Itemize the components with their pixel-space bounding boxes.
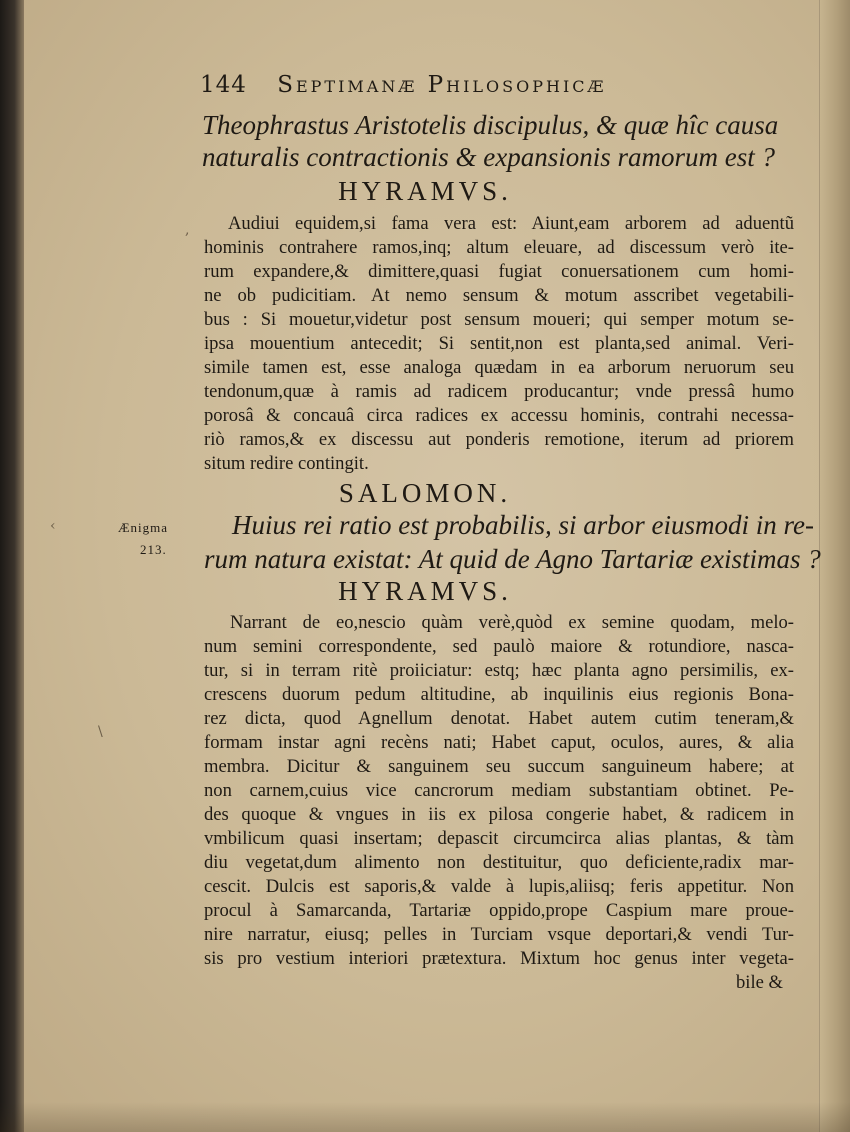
page-edge [819,0,850,1132]
bottom-shadow [0,1102,850,1132]
margin-note-label: Ænigma [118,520,169,535]
text-line: Audiui equidem,si fama vera est: Aiunt,eam arborem ad aduentũ [228,213,794,234]
text-line: sis pro vestium interiori prætextura. Mixtum hoc genus inter vegeta- [204,948,794,969]
text-line: formam instar agni recèns nati; Habet caput, oculos, aures, & alia [204,732,794,753]
text-line: crescens duorum pedum altitudine, ab inquilinis eius regionis Bona- [204,684,794,705]
text-line: hominis contrahere ramos,inq; altum eleuare, ad discessum verò ite- [204,237,794,258]
text-line: membra. Dicitur & sanguinem seu succum sanguineum habere; at [204,756,794,777]
margin-tick-mark: \ [98,724,103,740]
text-line: diu vegetat,dum alimento non destituitur, quo deficiente,radix mar- [204,852,794,873]
speaker-heading: HYRAMVS. [338,576,512,606]
text-line: rum expandere,& dimittere,quasi fugiat conuersationem cum homi- [204,261,794,282]
text-line: procul à Samarcanda, Tartariæ oppido,prope Caspium mare proue- [204,900,794,921]
margin-tick-mark: , [185,222,190,238]
running-title: Septimanæ Philosophicæ [277,72,607,98]
margin-tick-mark: ‹ [50,518,56,534]
text-line: ipsa mouentium antecedit; Si sentit,non est planta,sed animal. Veri- [204,333,794,354]
text-line: porosâ & concauâ circa radices ex accessu hominis, contrahi necessa- [204,405,794,426]
page-number: 144 [200,72,247,98]
text-line: tur, si in terram ritè proiiciatur: estq; hæc planta agno persimilis, ex- [204,660,794,681]
binding-shadow [0,0,24,1132]
text-line: simile tamen est, esse analoga quædam in ea arborum neruorum seu [204,357,794,378]
text-line: rez dicta, quod Agnellum denotat. Habet autem cutim teneram,& [204,708,794,729]
text-line: non carnem,cuius vice cancrorum mediam substantiam obtinet. Pe- [204,780,794,801]
text-line: bus : Si mouetur,videtur post sensum moueri; qui semper motum se- [204,309,794,330]
question-line: naturalis contractionis & expansionis ramorum est ? [202,142,775,172]
text-line: num semini correspondente, sed paulò maiore & rotundiore, nasca- [204,636,794,657]
text-line: cescit. Dulcis est saporis,& valde à lupis,aliisq; feris appetitur. Non [204,876,794,897]
text-line: ne ob pudicitiam. At nemo sensum & motum asscribet vegetabili- [204,285,794,306]
question-line: Huius rei ratio est probabilis, si arbor eiusmodi in re- [232,510,815,540]
question-line: Theophrastus Aristotelis discipulus, & quæ hîc causa [202,110,779,140]
text-line: tendonum,quæ à ramis ad radicem producantur; vnde pressâ humo [204,381,794,402]
speaker-heading: SALOMON. [338,478,512,508]
margin-note-number: 213. [140,542,167,557]
text-line: situm redire contingit. [204,453,369,474]
speaker-heading: HYRAMVS. [338,176,512,206]
text-line: des quoque & vngues in iis ex pilosa congerie habet, & radicem in [204,804,794,825]
text-line: Narrant de eo,nescio quàm verè,quòd ex semine quodam, melo- [230,612,794,633]
text-line: nire narratur, eiusq; pelles in Turciam vsque deportari,& vendi Tur- [204,924,794,945]
question-line: rum natura existat: At quid de Agno Tartariæ existimas ? [204,544,821,574]
text-line: riò ramos,& ex discessu aut ponderis remotione, iterum ad priorem [204,429,794,450]
running-head [200,72,607,98]
text-line: vmbilicum quasi insertam; depascit circumcirca alias plantas, & tàm [204,828,794,849]
catchword: bile & [736,972,783,993]
